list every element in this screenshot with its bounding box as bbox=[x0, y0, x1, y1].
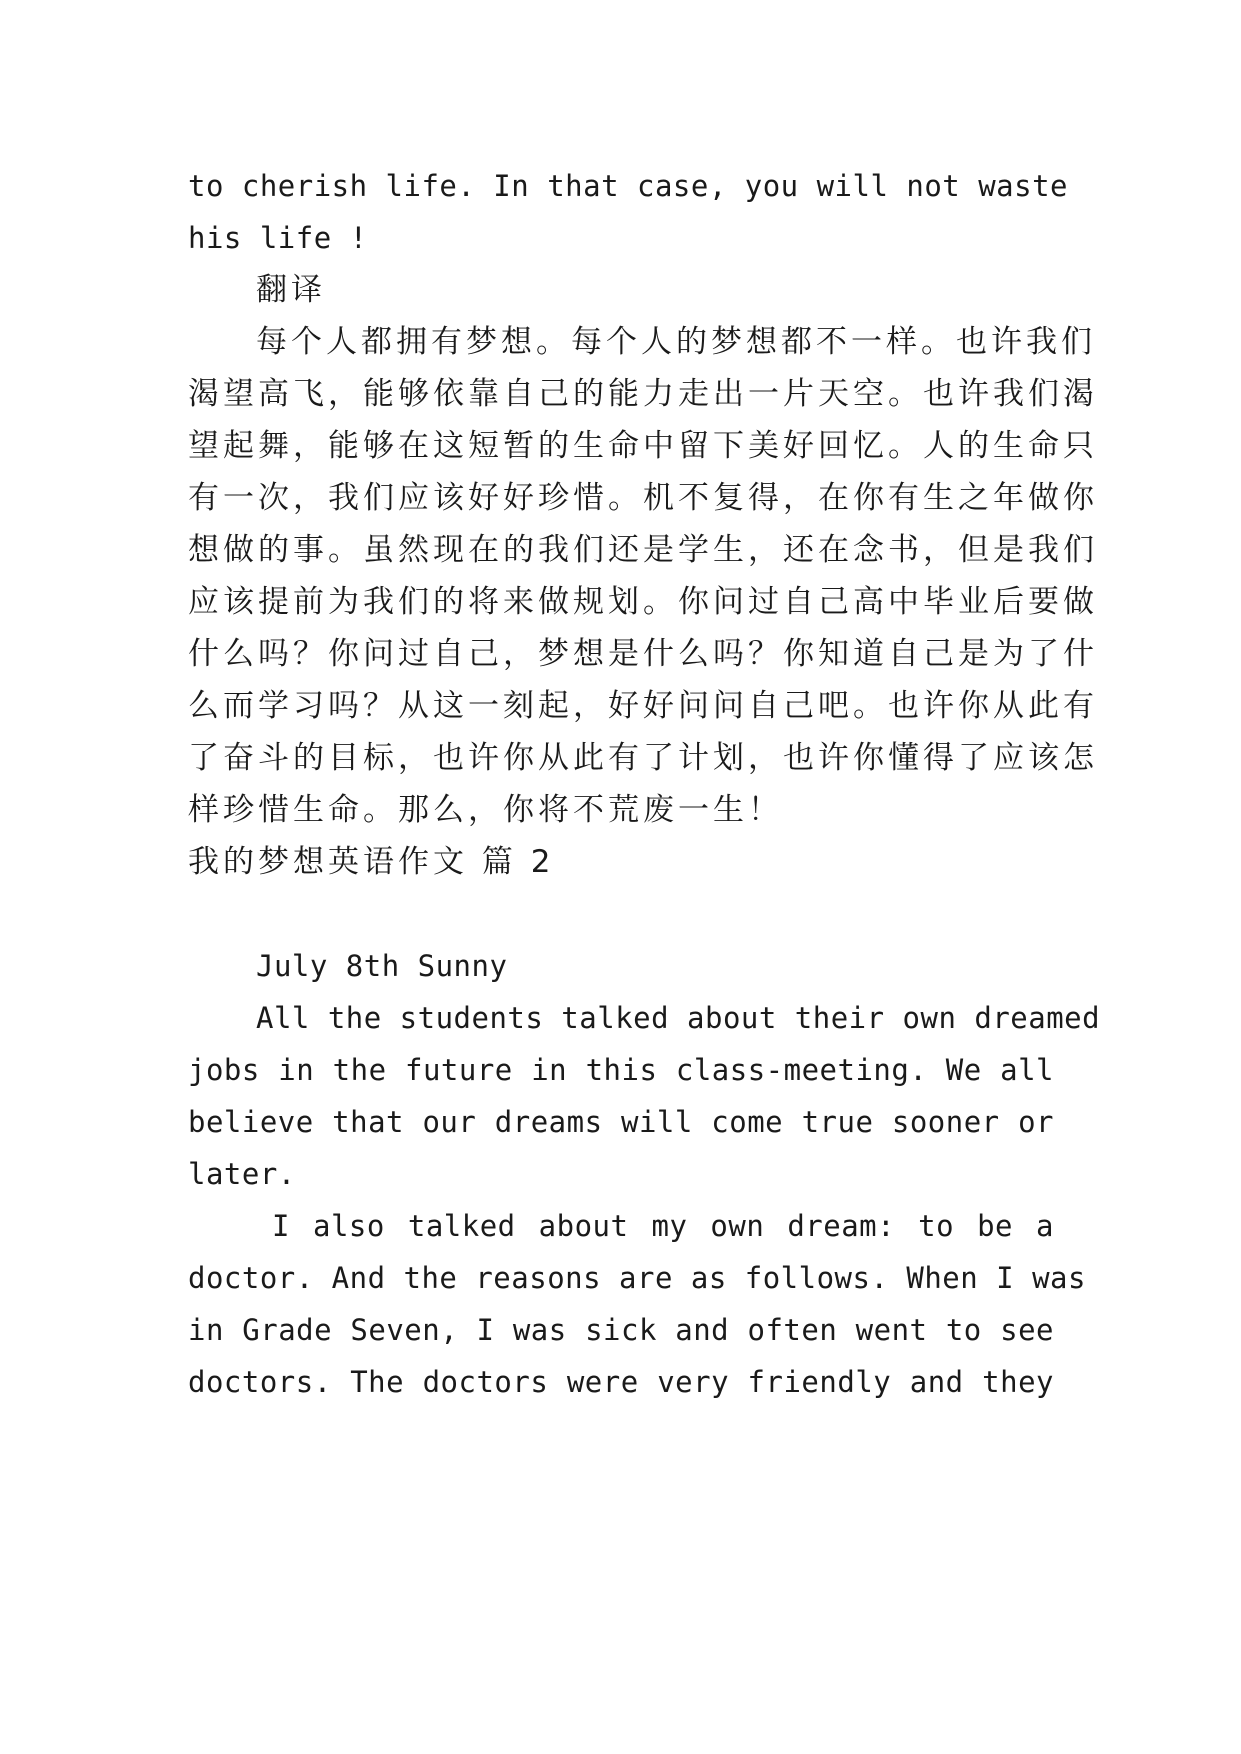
article-heading: 我的梦想英语作文 篇 2 bbox=[188, 844, 555, 880]
body-line: 么而学习吗？从这一刻起，好好问问自己吧。也许你从此有 bbox=[188, 688, 1098, 724]
body-line: 有一次，我们应该好好珍惜。机不复得，在你有生之年做你 bbox=[188, 480, 1098, 516]
body-line: I also talked about my own dream: to be a bbox=[272, 1209, 1054, 1243]
body-line: later. bbox=[188, 1157, 296, 1191]
body-line: his life ! bbox=[188, 221, 368, 255]
body-line: 应该提前为我们的将来做规划。你问过自己高中毕业后要做 bbox=[188, 584, 1098, 620]
body-line: 了奋斗的目标，也许你从此有了计划，也许你懂得了应该怎 bbox=[188, 740, 1098, 776]
body-line: jobs in the future in this class-meeting. We all bbox=[188, 1053, 1054, 1087]
body-line: 样珍惜生命。那么，你将不荒废一生！ bbox=[188, 792, 783, 828]
section-heading-translation: 翻译 bbox=[256, 272, 326, 308]
body-line: All the students talked about their own dreamed bbox=[256, 1001, 1101, 1035]
body-line: 渴望高飞，能够依靠自己的能力走出一片天空。也许我们渴 bbox=[188, 376, 1098, 412]
body-line: doctor. And the reasons are as follows. When I was bbox=[188, 1261, 1086, 1295]
diary-date-line: July 8th Sunny bbox=[256, 949, 508, 983]
body-line: in Grade Seven, I was sick and often went to see bbox=[188, 1313, 1054, 1347]
body-line: 望起舞，能够在这短暂的生命中留下美好回忆。人的生命只 bbox=[188, 428, 1098, 464]
body-line: 什么吗？你问过自己，梦想是什么吗？你知道自己是为了什 bbox=[188, 636, 1098, 672]
body-line: 想做的事。虽然现在的我们还是学生，还在念书，但是我们 bbox=[188, 532, 1098, 568]
body-line: to cherish life. In that case, you will not waste bbox=[188, 169, 1069, 203]
body-line: doctors. The doctors were very friendly and they bbox=[188, 1365, 1054, 1399]
body-line: believe that our dreams will come true sooner or bbox=[188, 1105, 1054, 1139]
body-line: 每个人都拥有梦想。每个人的梦想都不一样。也许我们 bbox=[256, 324, 1096, 360]
